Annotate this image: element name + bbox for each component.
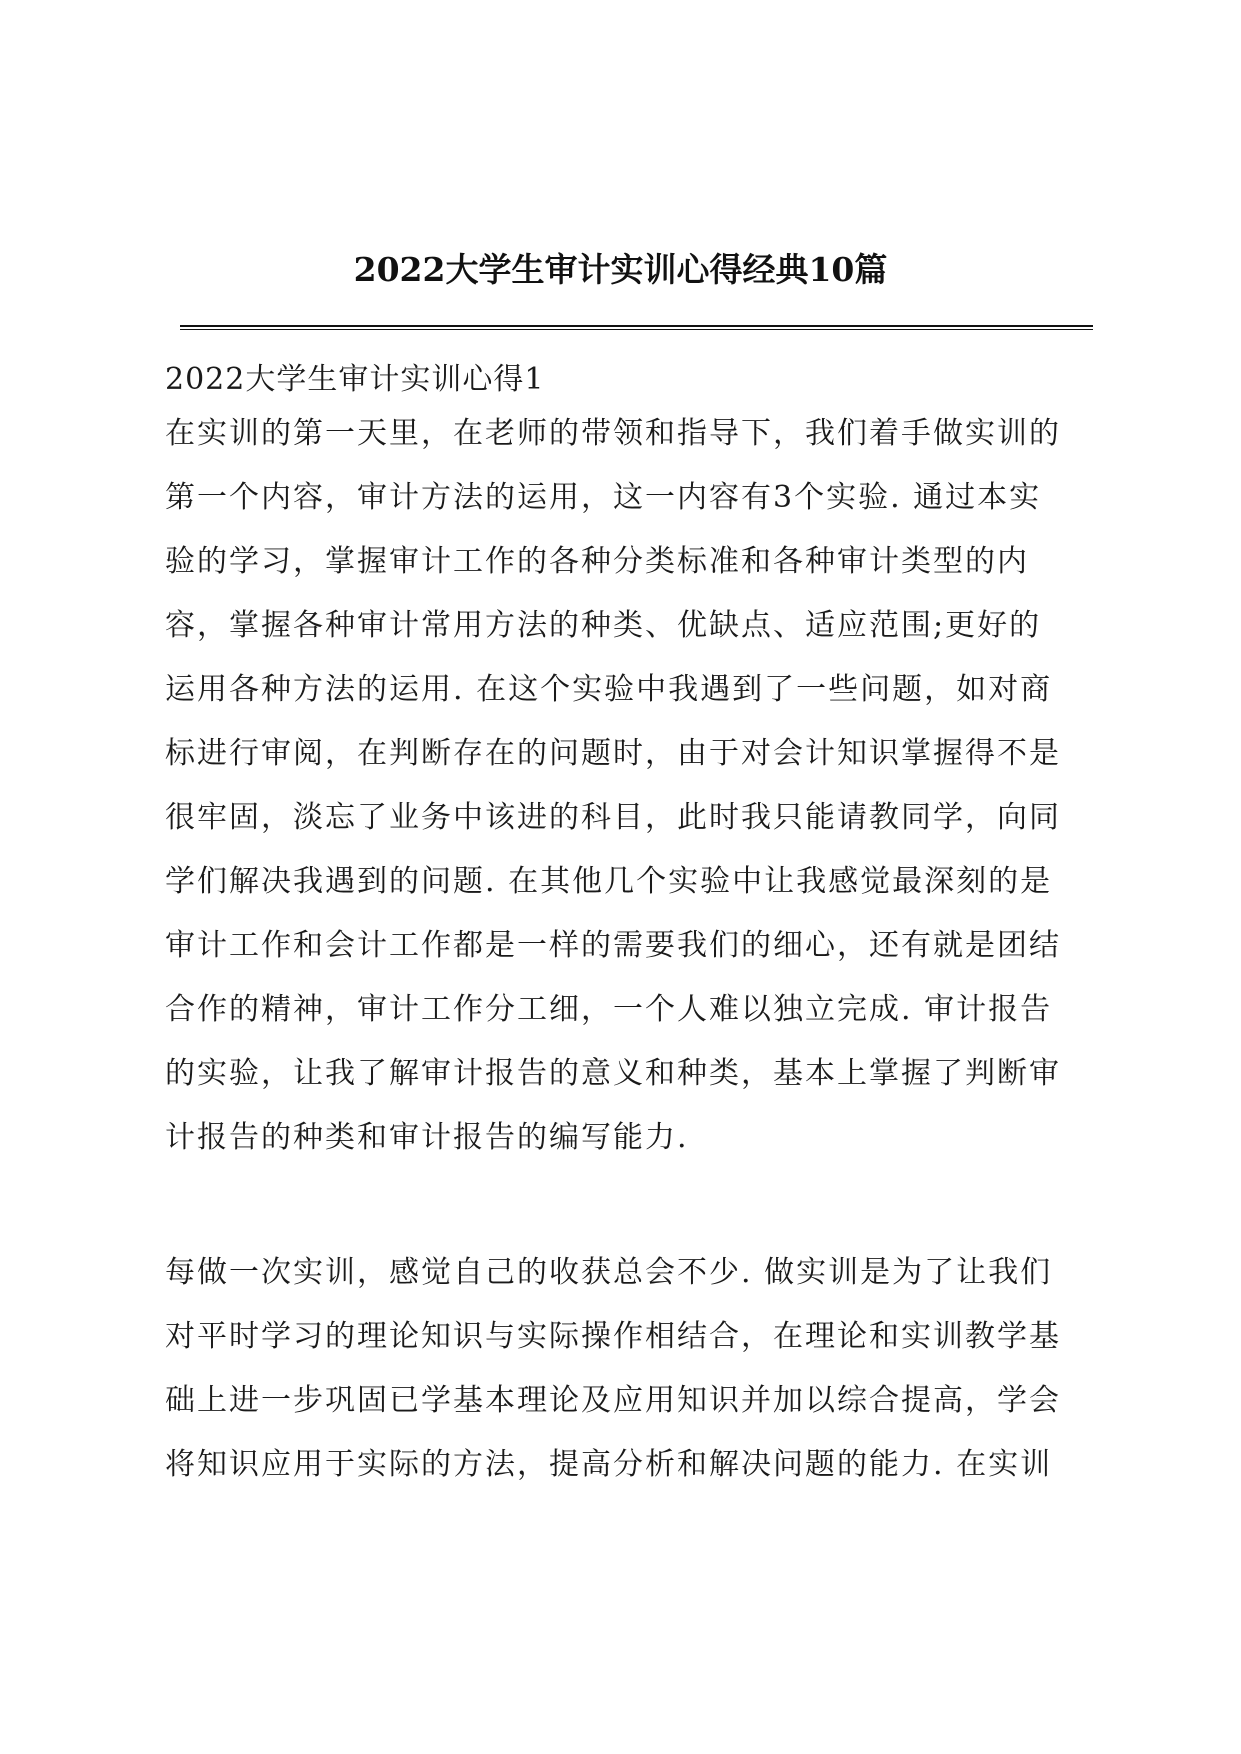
divider-thick-line: [180, 325, 1093, 327]
paragraph-line: 第一个内容，审计方法的运用，这一内容有3个实验. 通过本实: [165, 480, 1042, 515]
paragraph-2: [165, 1241, 1095, 1497]
document-body: [165, 358, 1095, 1497]
paragraph-line: 审计工作和会计工作都是一样的需要我们的细心，还有就是团结: [165, 928, 1061, 963]
paragraph-line: 验的学习，掌握审计工作的各种分类标准和各种审计类型的内: [165, 544, 1029, 579]
paragraph-line: 标进行审阅，在判断存在的问题时，由于对会计知识掌握得不是: [165, 736, 1061, 771]
paragraph-line: 学们解决我遇到的问题. 在其他几个实验中让我感觉最深刻的是: [165, 864, 1053, 899]
paragraph-line: 对平时学习的理论知识与实际操作相结合，在理论和实训教学基: [165, 1319, 1061, 1354]
paragraph-line: 础上进一步巩固已学基本理论及应用知识并加以综合提高，学会: [165, 1383, 1061, 1418]
paragraph-1: [165, 402, 1095, 1170]
paragraph-line: 运用各种方法的运用. 在这个实验中我遇到了一些问题，如对商: [165, 672, 1053, 707]
paragraph-line: 在实训的第一天里，在老师的带领和指导下，我们着手做实训的: [165, 416, 1061, 451]
paragraph-line: 计报告的种类和审计报告的编写能力.: [165, 1120, 689, 1155]
paragraph-line: 很牢固，淡忘了业务中该进的科目，此时我只能请教同学，向同: [165, 800, 1061, 835]
title-divider: [180, 325, 1093, 331]
paragraph-spacer: [165, 1170, 1095, 1241]
paragraph-line: 合作的精神，审计工作分工细，一个人难以独立完成. 审计报告: [165, 992, 1053, 1027]
paragraph-line: 每做一次实训，感觉自己的收获总会不少. 做实训是为了让我们: [165, 1255, 1053, 1290]
paragraph-line: 的实验，让我了解审计报告的意义和种类，基本上掌握了判断审: [165, 1056, 1061, 1091]
divider-thin-line: [180, 329, 1093, 330]
paragraph-line: 容，掌握各种审计常用方法的种类、优缺点、适应范围;更好的: [165, 608, 1042, 643]
document-title: 2022大学生审计实训心得经典10篇: [353, 250, 888, 289]
paragraph-line: 将知识应用于实际的方法，提高分析和解决问题的能力. 在实训: [165, 1447, 1053, 1482]
section-heading: 2022大学生审计实训心得1: [165, 362, 545, 397]
